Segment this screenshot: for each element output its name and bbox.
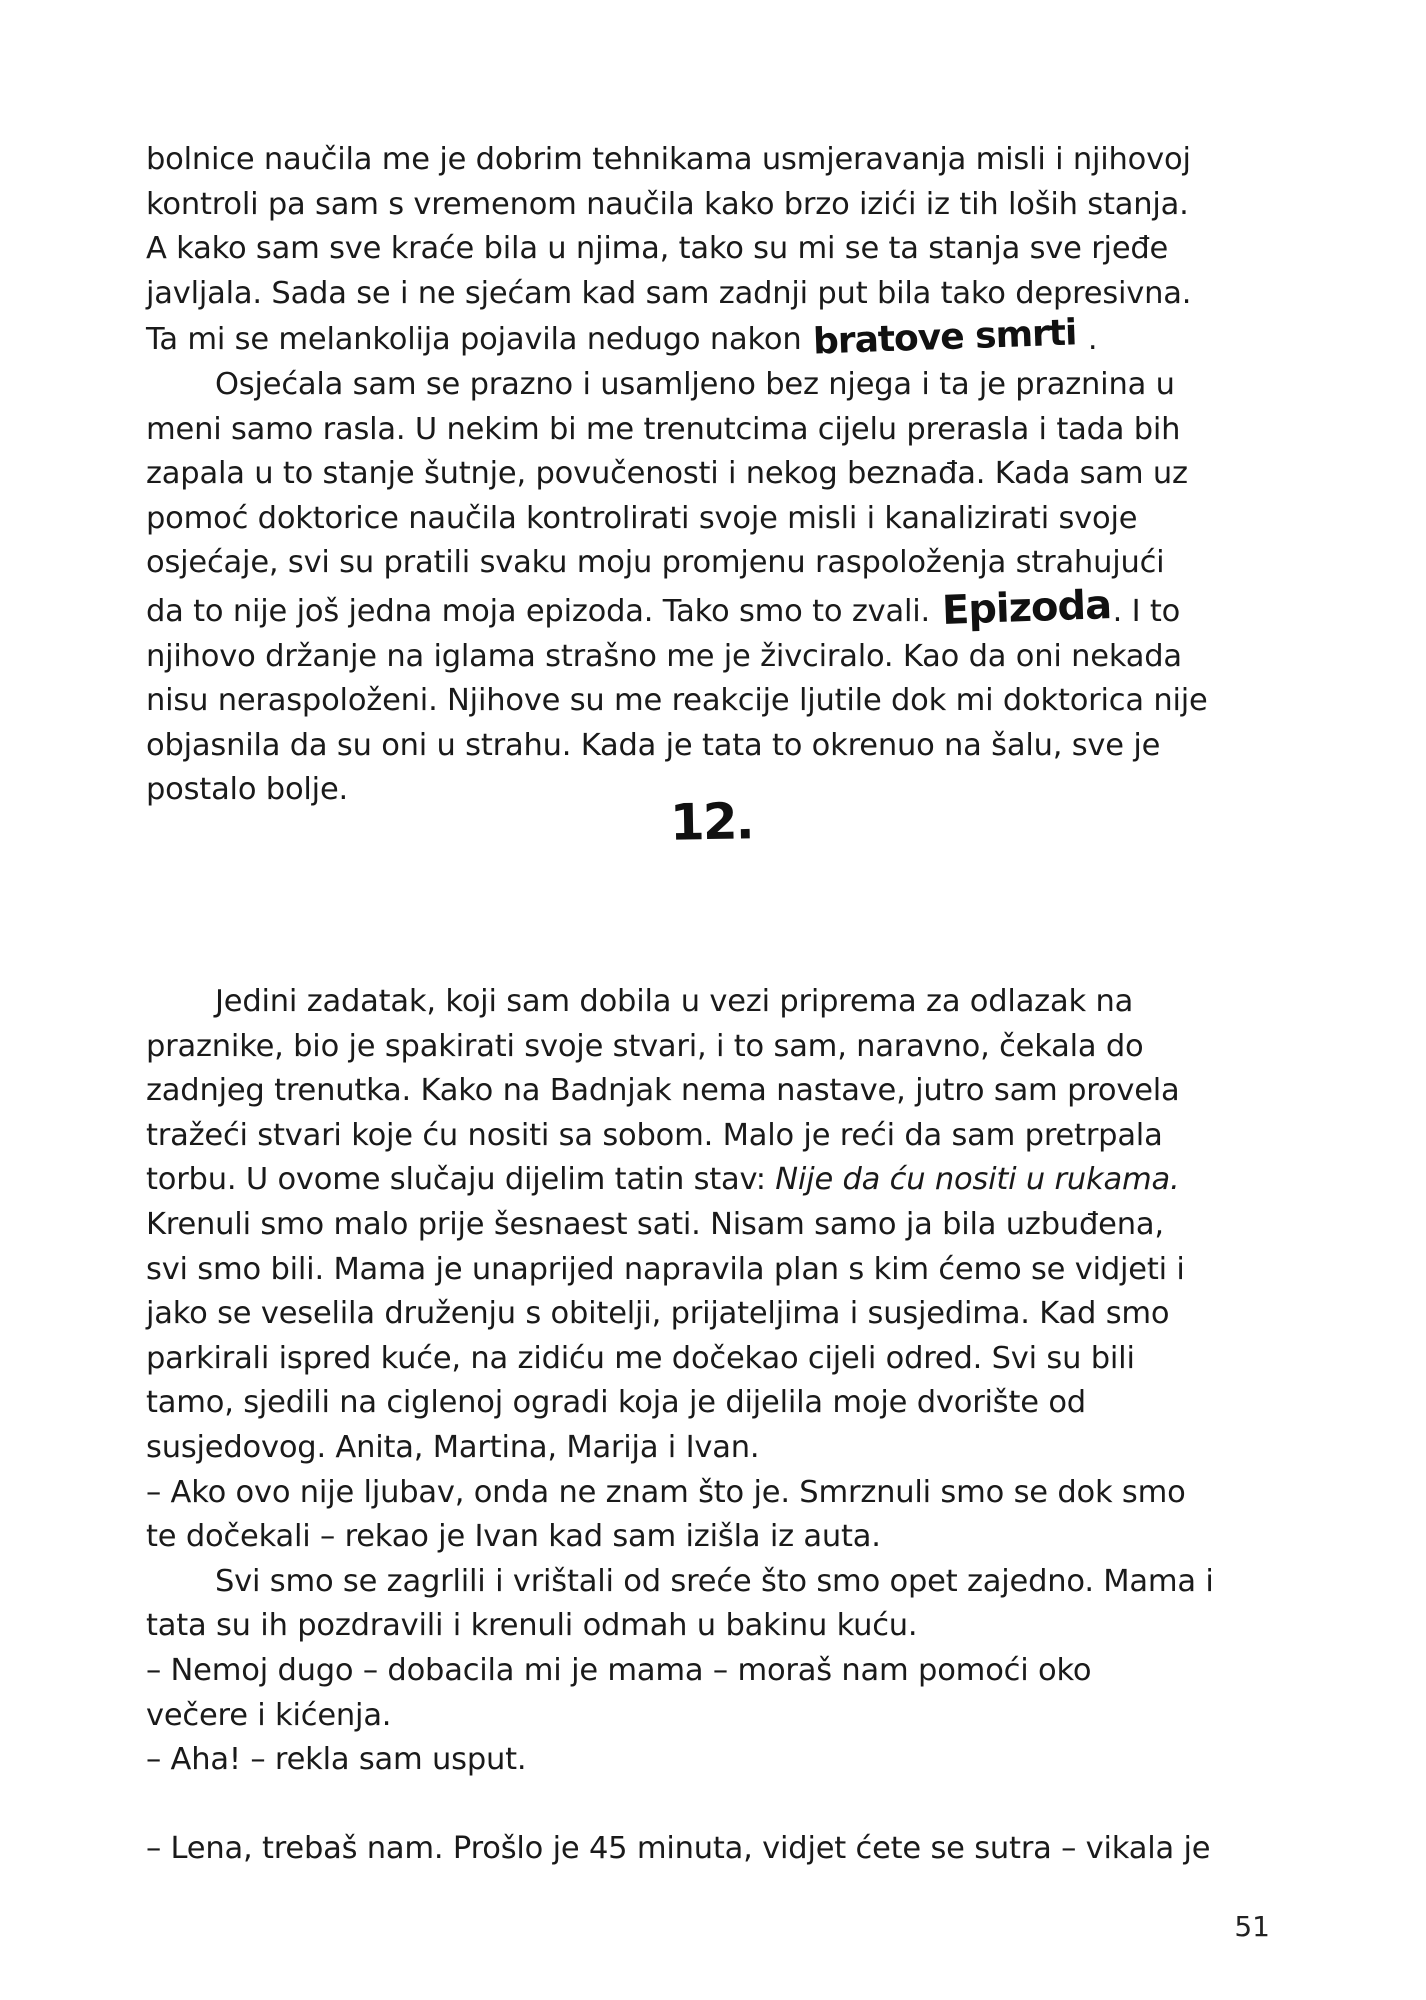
- text-segment: .: [1078, 322, 1098, 358]
- handwritten-word-bratove-smrti: bratove smrti: [812, 312, 1077, 363]
- text-line: tata su ih pozdravili i krenuli odmah u bakinu kuću.: [146, 1608, 918, 1644]
- text-line: osjećaje, svi su pratili svaku moju promjenu raspoloženja strahujući: [146, 545, 1165, 581]
- text-line: nisu neraspoloženi. Njihove su me reakcije ljutile dok mi doktorica nije: [146, 683, 1208, 719]
- text-line: [146, 312, 1306, 363]
- text-segment: torbu. U ovome slučaju dijelim tatin stav:: [146, 1162, 776, 1198]
- text-line: Osjećala sam se prazno i usamljeno bez njega i ta je praznina u: [215, 366, 1175, 402]
- text-line: meni samo rasla. U nekim bi me trenutcima cijelu prerasla i tada bih: [146, 411, 1181, 447]
- top-paragraph: [146, 138, 1306, 813]
- text-line: jako se veselila druženju s obitelji, prijateljima i susjedima. Kad smo: [146, 1296, 1170, 1332]
- text-line: pomoć doktorice naučila kontrolirati svoje misli i kanalizirati svoje: [146, 500, 1138, 536]
- text-line: večere i kićenja.: [146, 1697, 392, 1733]
- text-line: A kako sam sve kraće bila u njima, tako su mi se ta stanja sve rjeđe: [146, 231, 1169, 267]
- text-line: tražeći stvari koje ću nositi sa sobom. Malo je reći da sam pretrpala: [146, 1117, 1163, 1153]
- text-line: [146, 1158, 1306, 1203]
- chapter-number-text: 12.: [669, 792, 753, 852]
- dialogue-line: – Lena, trebaš nam. Prošlo je 45 minuta, vidjet ćete se sutra – vikala je: [146, 1831, 1211, 1867]
- page-number: 51: [1234, 1910, 1270, 1943]
- bottom-paragraph: [146, 980, 1306, 1872]
- text-line: zapala u to stanje šutnje, povučenosti i nekog beznađa. Kada sam uz: [146, 456, 1188, 492]
- text-line: javljala. Sada se i ne sjećam kad sam zadnji put bila tako depresivna.: [146, 275, 1192, 311]
- handwritten-word-epizoda: Epizoda: [940, 582, 1112, 634]
- text-line: parkirali ispred kuće, na zidiću me dočekao cijeli odred. Svi su bili: [146, 1340, 1135, 1376]
- text-line: postalo bolje.: [146, 772, 349, 808]
- text-segment: Ta mi se melankolija pojavila nedugo nakon: [146, 322, 811, 358]
- text-line: Jedini zadatak, koji sam dobila u vezi priprema za odlazak na: [215, 984, 1134, 1019]
- text-line: bolnice naučila me je dobrim tehnikama usmjeravanja misli i njihovoj: [146, 142, 1191, 177]
- text-line: zadnjeg trenutka. Kako na Badnjak nema nastave, jutro sam provela: [146, 1073, 1180, 1109]
- dialogue-line: – Nemoj dugo – dobacila mi je mama – moraš nam pomoći oko: [146, 1652, 1092, 1688]
- text-line: Krenuli smo malo prije šesnaest sati. Nisam samo ja bila uzbuđena,: [146, 1206, 1164, 1242]
- text-line: Svi smo se zagrlili i vrištali od sreće što smo opet zajedno. Mama i: [215, 1563, 1214, 1599]
- text-line: svi smo bili. Mama je unaprijed napravila plan s kim ćemo se vidjeti i: [146, 1251, 1185, 1287]
- blank-line: [146, 1783, 1306, 1828]
- text-line: te dočekali – rekao je Ivan kad sam izišla iz auta.: [146, 1519, 881, 1555]
- text-line: njihovo držanje na iglama strašno me je živciralo. Kao da oni nekada: [146, 638, 1182, 674]
- text-segment: . I to: [1112, 593, 1181, 629]
- dialogue-line: – Aha! – rekla sam usput.: [146, 1742, 527, 1778]
- text-line: objasnila da su oni u strahu. Kada je tata to okrenuo na šalu, sve je: [146, 727, 1161, 763]
- text-line: susjedovog. Anita, Martina, Marija i Ivan.: [146, 1429, 760, 1465]
- text-segment: da to nije još jedna moja epizoda. Tako smo to zvali.: [146, 593, 940, 629]
- text-line: [146, 582, 1306, 635]
- text-line: praznike, bio je spakirati svoje stvari, i to sam, naravno, čekala do: [146, 1028, 1144, 1064]
- chapter-number: [0, 793, 1426, 851]
- text-line: kontroli pa sam s vremenom naučila kako brzo izići iz tih loših stanja.: [146, 186, 1189, 222]
- text-line: tamo, sjedili na ciglenoj ogradi koja je dijelila moje dvorište od: [146, 1385, 1086, 1421]
- italic-quote: Nije da ću nositi u rukama.: [775, 1162, 1180, 1198]
- dialogue-line: – Ako ovo nije ljubav, onda ne znam što je. Smrznuli smo se dok smo: [146, 1474, 1186, 1510]
